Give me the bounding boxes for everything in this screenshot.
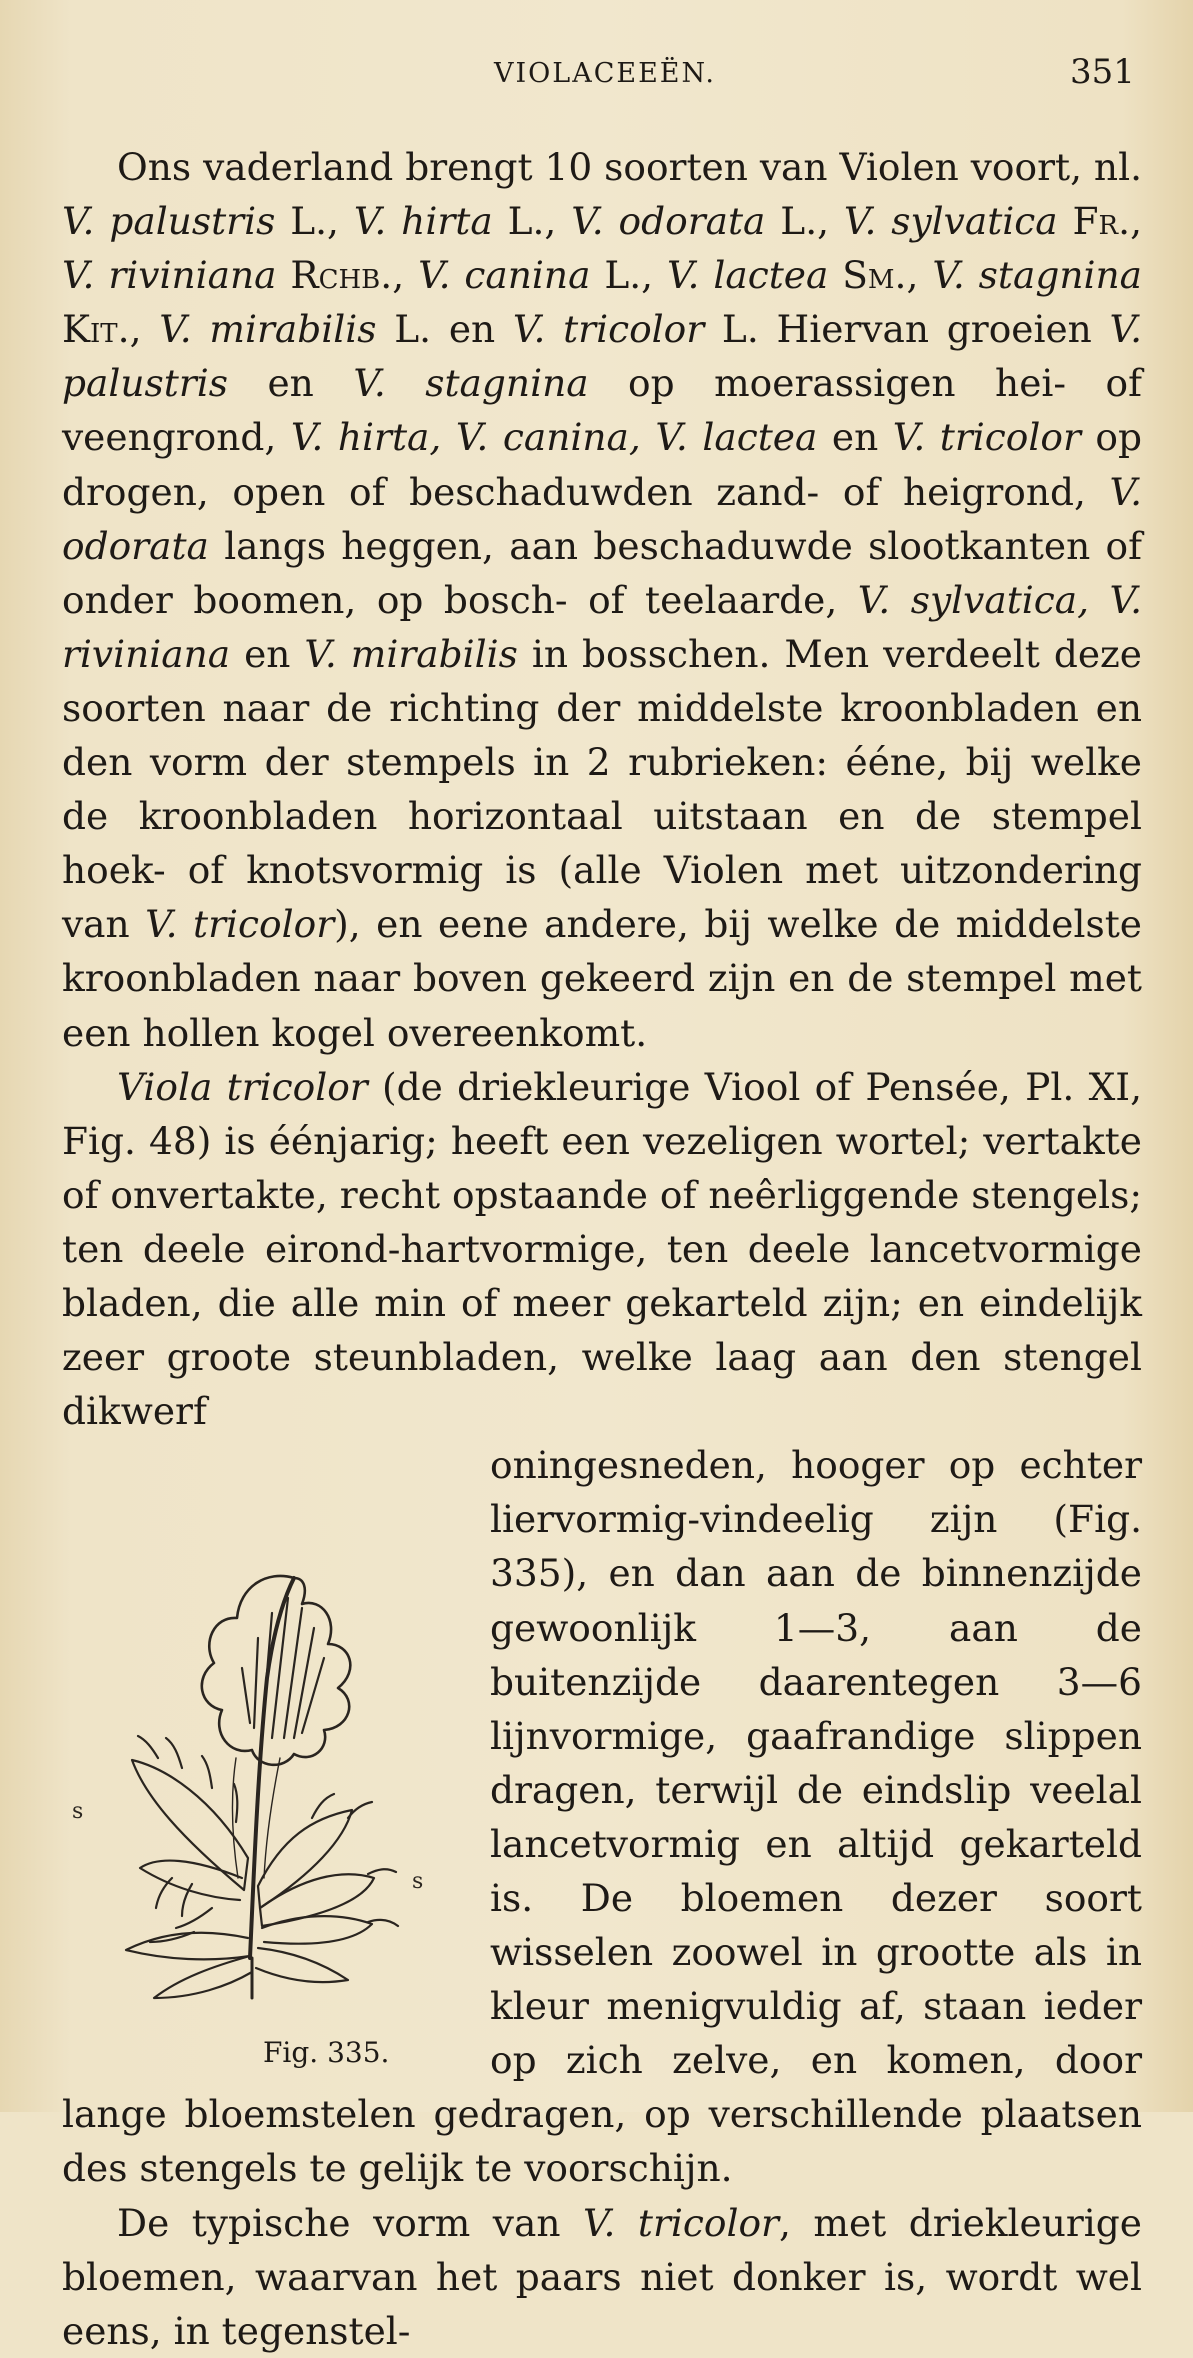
author-abbreviation: Rchb.	[276, 253, 393, 298]
text-run: ,	[392, 253, 419, 298]
text-run: en	[228, 361, 354, 406]
species-name: V. stagnina	[353, 361, 589, 406]
text-run: L.,	[765, 199, 844, 244]
text-run: op moerassigen hei- of veengrond,	[62, 361, 1142, 460]
text-run: en	[230, 631, 305, 676]
species-name: V. hirta	[353, 199, 493, 244]
species-name: V. stagnina	[932, 253, 1143, 298]
text-run: ,	[129, 307, 160, 352]
text-run: , met driekleurige bloemen, waarvan het paars niet donker is, wordt wel eens, in tegenstel-	[62, 2200, 1142, 2353]
species-name: V. tricolor	[512, 307, 705, 352]
text-run: en	[817, 415, 893, 460]
text-run: langs heggen, aan beschaduwde slootkanten of onder boomen, op bosch- of teelaarde,	[62, 523, 1142, 622]
text-run: in bosschen. Men verdeelt deze soorten naar de richting der middelste kroonbladen en den vorm der stempels in 2 rubrieken: ééne, bij welke de kroonbladen horizontaal uitstaan en de stempel hoek- of knotsvormig is (alle Violen met uitzondering van	[62, 631, 1142, 947]
species-name: V. odorata	[62, 469, 1142, 568]
page-header	[0, 50, 1193, 110]
species-name: V. mirabilis	[304, 631, 518, 676]
figure-335	[62, 1438, 462, 2070]
paragraph-typical-form	[62, 2196, 1142, 2358]
text-run: De typische vorm van	[117, 2200, 583, 2245]
body-text	[62, 140, 1142, 2358]
species-name: V. mirabilis	[159, 307, 377, 352]
paragraph-species-list	[62, 140, 1142, 1060]
species-name: V. riviniana	[62, 253, 277, 298]
species-name: V. tricolor	[892, 415, 1081, 460]
page-number: 351	[1070, 52, 1135, 92]
label-s-right: s	[412, 1869, 424, 1895]
paragraph-viola-tricolor	[62, 1060, 1142, 2196]
author-abbreviation: Fr.	[1057, 199, 1131, 244]
label-s-left: s	[72, 1799, 84, 1825]
species-name: V. tricolor	[582, 2200, 779, 2245]
species-name: V. lactea	[667, 253, 829, 298]
species-name: V. odorata	[571, 199, 766, 244]
text-run: L. Hiervan groeien	[704, 307, 1110, 352]
text-run: ,	[906, 253, 933, 298]
author-abbreviation: Kit.	[62, 307, 130, 352]
running-title: VIOLACEEËN.	[494, 58, 716, 89]
text-run: L. en	[376, 307, 513, 352]
text-run: ), en eene andere, bij welke de middelste kroonbladen naar boven gekeerd zijn en de stempel met een hollen kogel overeenkomt.	[62, 902, 1142, 1055]
text-run: op drogen, open of beschaduwden zand- of heigrond,	[62, 415, 1143, 514]
plant-stipule-illustration	[62, 1438, 462, 2060]
text-run: L.,	[275, 199, 354, 244]
text-run: oningesneden, hooger op echter liervormig-vindeelig zijn (Fig. 335), en dan aan de binnenzijde gewoonlijk 1—3, aan de buitenzijde daarentegen 3—6 lijnvormige, gaafrandige slippen dragen, terwijl de eindslip veelal lancetvormig en altijd gekarteld is. De bloemen dezer soort wisselen zoowel in grootte als in kleur menigvuldig af, staan ieder op zich zelve, en komen, door lange bloemstelen gedragen, op verschillende plaatsen des stengels te gelijk te voorschijn.	[62, 1443, 1142, 2191]
species-name: V. canina	[418, 253, 591, 298]
species-name: V. palustris	[62, 307, 1142, 406]
species-name: V. palustris	[62, 199, 276, 244]
text-run: L.,	[492, 199, 572, 244]
species-name: V. sylvatica, V. riviniana	[62, 577, 1142, 676]
species-name: V. hirta, V. canina, V. lactea	[290, 415, 818, 460]
species-name: V. tricolor	[145, 902, 335, 947]
species-name: V. sylvatica	[843, 199, 1058, 244]
text-run: L.,	[590, 253, 667, 298]
text-run: Ons vaderland brengt 10 soorten van Violen voort, nl.	[117, 145, 1142, 189]
author-abbreviation: Sm.	[828, 253, 907, 298]
figure-caption: Fig. 335.	[263, 2036, 390, 2070]
species-name: Viola tricolor	[117, 1064, 368, 1109]
text-run: ,	[1130, 199, 1142, 244]
text-run: (de driekleurige Viool of Pensée, Pl. XI, Fig. 48) is éénjarig; heeft een vezeligen wortel; vertakte of onvertakte, recht opstaande of neêrliggende stengels; ten deele eirond-hartvormige, ten deele lancetvormige bladen, die alle min of meer gekarteld zijn; en eindelijk zeer groote steunbladen, welke laag aan den stengel dikwerf	[62, 1064, 1142, 1434]
